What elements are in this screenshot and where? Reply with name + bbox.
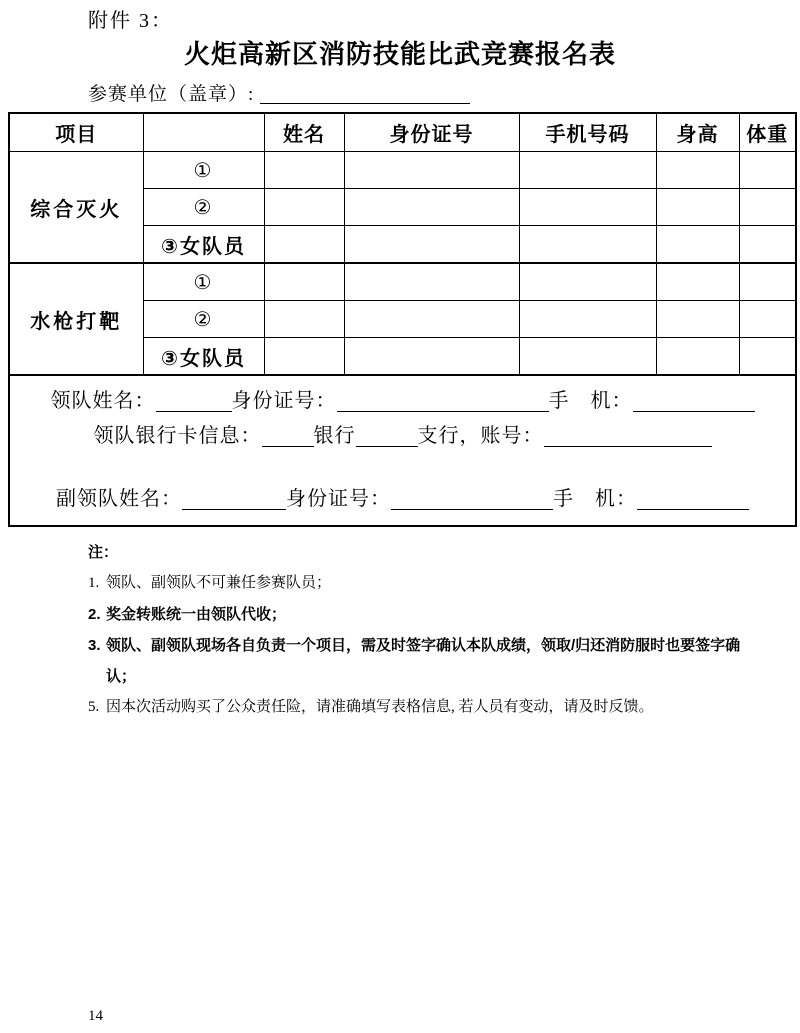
attachment-label: 附件 3： xyxy=(88,10,173,32)
empty-cell[interactable] xyxy=(739,263,796,301)
empty-cell[interactable] xyxy=(344,189,519,226)
member-cell: ① xyxy=(143,152,264,189)
branch-suffix-label: 支行，账号： xyxy=(417,425,544,447)
empty-cell[interactable] xyxy=(656,189,739,226)
leader-bank-line xyxy=(10,419,795,454)
account-fill-line[interactable] xyxy=(544,424,712,447)
empty-cell[interactable] xyxy=(739,338,796,376)
empty-cell[interactable] xyxy=(519,263,656,301)
empty-cell[interactable] xyxy=(344,301,519,338)
notes-heading: 注： xyxy=(88,544,119,561)
leader-name-fill-line[interactable] xyxy=(156,389,232,412)
note-text: 因本次活动购买了公众责任险，请准确填写表格信息, 若人员有变动，请及时反馈。 xyxy=(106,699,654,715)
leader-phone-label: 手 机： xyxy=(548,390,633,412)
member-cell-female: ③女队员 xyxy=(143,226,264,264)
header-id-number: 身份证号 xyxy=(344,113,519,152)
empty-cell[interactable] xyxy=(656,338,739,376)
empty-cell[interactable] xyxy=(344,226,519,264)
header-weight: 体重 xyxy=(739,113,796,152)
empty-cell[interactable] xyxy=(656,152,739,189)
group-cell-comprehensive-firefighting: 综合灭火 xyxy=(9,152,143,264)
leader-info-row xyxy=(9,375,796,526)
header-name: 姓名 xyxy=(264,113,344,152)
empty-cell[interactable] xyxy=(739,189,796,226)
deputy-phone-label: 手 机： xyxy=(553,488,637,510)
group-cell-water-gun-target: 水枪打靶 xyxy=(9,263,143,375)
leader-bank-label: 领队银行卡信息： xyxy=(93,425,262,447)
table-row xyxy=(9,263,796,301)
form-title: 火炬高新区消防技能比武竞赛报名表 xyxy=(183,39,616,69)
header-blank xyxy=(143,113,264,152)
unit-field-label: 参赛单位（盖章）: xyxy=(88,84,255,105)
empty-cell[interactable] xyxy=(519,301,656,338)
empty-cell[interactable] xyxy=(264,226,344,264)
leader-info-cell xyxy=(9,375,796,526)
note-number: 1. xyxy=(88,575,100,591)
empty-cell[interactable] xyxy=(739,152,796,189)
empty-cell[interactable] xyxy=(519,226,656,264)
registration-table xyxy=(8,112,797,527)
empty-cell[interactable] xyxy=(264,189,344,226)
note-number: 3. xyxy=(88,637,101,654)
leader-name-label: 领队姓名： xyxy=(50,390,156,412)
branch-fill-line[interactable] xyxy=(356,424,418,447)
deputy-name-fill-line[interactable] xyxy=(182,487,286,510)
empty-cell[interactable] xyxy=(739,226,796,264)
empty-cell[interactable] xyxy=(519,152,656,189)
unit-fill-line[interactable] xyxy=(260,81,470,104)
empty-cell[interactable] xyxy=(344,338,519,376)
empty-cell[interactable] xyxy=(264,152,344,189)
leader-id-fill-line[interactable] xyxy=(337,389,549,412)
header-project: 项目 xyxy=(9,113,143,152)
bank-suffix-label: 银行 xyxy=(313,425,356,447)
deputy-leader-line xyxy=(10,482,795,517)
header-phone: 手机号码 xyxy=(519,113,656,152)
note-item-2 xyxy=(88,599,756,630)
empty-cell[interactable] xyxy=(264,301,344,338)
empty-cell[interactable] xyxy=(264,263,344,301)
table-row xyxy=(9,152,796,189)
deputy-id-fill-line[interactable] xyxy=(391,487,553,510)
empty-cell[interactable] xyxy=(344,152,519,189)
leader-id-label: 身份证号： xyxy=(231,390,337,412)
empty-cell[interactable] xyxy=(264,338,344,376)
notes-section xyxy=(88,537,756,723)
note-number: 5. xyxy=(88,699,100,715)
table-header-row xyxy=(9,113,796,152)
deputy-name-label: 副领队姓名： xyxy=(56,488,182,510)
leader-name-line xyxy=(10,384,795,419)
empty-cell[interactable] xyxy=(656,263,739,301)
deputy-id-label: 身份证号： xyxy=(286,488,391,510)
note-item-5 xyxy=(88,692,756,723)
header-height: 身高 xyxy=(656,113,739,152)
bank-name-fill-line[interactable] xyxy=(262,424,314,447)
note-text: 领队、副领队现场各自负责一个项目，需及时签字确认本队成绩，领取/归还消防服时也要签字确认； xyxy=(106,637,741,685)
page-number: 14 xyxy=(88,1008,103,1024)
empty-cell[interactable] xyxy=(656,226,739,264)
leader-phone-fill-line[interactable] xyxy=(633,389,755,412)
note-item-1 xyxy=(88,568,756,599)
empty-cell[interactable] xyxy=(656,301,739,338)
member-cell: ② xyxy=(143,301,264,338)
member-cell-female: ③女队员 xyxy=(143,338,264,376)
empty-cell[interactable] xyxy=(519,189,656,226)
deputy-phone-fill-line[interactable] xyxy=(637,487,749,510)
empty-cell[interactable] xyxy=(344,263,519,301)
note-text: 奖金转账统一由领队代收； xyxy=(106,606,287,623)
empty-cell[interactable] xyxy=(739,301,796,338)
member-cell: ② xyxy=(143,189,264,226)
note-number: 2. xyxy=(88,606,101,623)
member-cell: ① xyxy=(143,263,264,301)
note-text: 领队、副领队不可兼任参赛队员； xyxy=(106,575,332,591)
unit-field xyxy=(88,79,470,106)
note-item-3 xyxy=(88,630,756,692)
empty-cell[interactable] xyxy=(519,338,656,376)
